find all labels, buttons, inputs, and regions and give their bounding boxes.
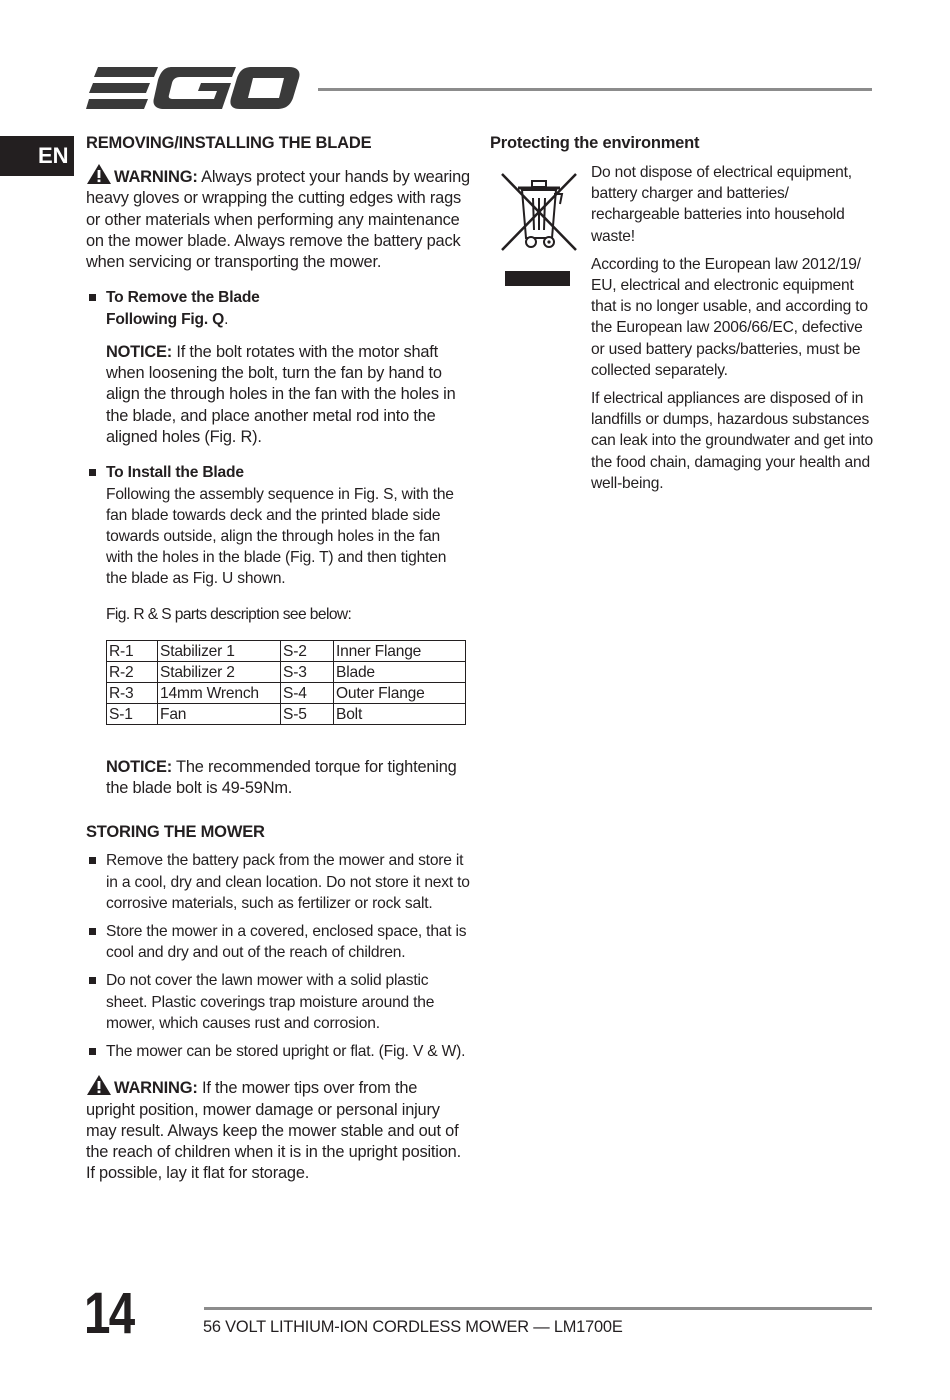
environment-paragraph: According to the European law 2012/19/ EU, electrical and electronic equipment that is no longer usable, and according to the European law 2006/66/EC, defective or used battery packs/batteries, must be collected separately. [591, 255, 868, 379]
bullet-square-icon [89, 1048, 96, 1055]
warning-triangle-icon [86, 1074, 112, 1096]
table-cell: Stabilizer 1 [158, 640, 281, 661]
notice-text: The recommended torque for tightening the blade bolt is 49-59Nm. [106, 757, 457, 798]
left-column [86, 132, 470, 1185]
bullet-square-icon [89, 469, 96, 476]
table-cell: R-2 [107, 661, 158, 682]
storage-warning [86, 1074, 470, 1184]
table-cell: S-3 [281, 661, 334, 682]
weee-solid-bar [505, 271, 570, 286]
table-cell: S-4 [281, 682, 334, 703]
footer-rule [204, 1307, 872, 1310]
environment-heading: Protecting the environment [490, 134, 700, 152]
parts-caption: Fig. R & S parts description see below: [106, 605, 352, 623]
table-cell: R-3 [107, 682, 158, 703]
remove-blade-subtitle: Following Fig. Q. [106, 310, 229, 328]
warning-text: Always protect your hands by wearing heavy gloves or wrapping the cutting edges with rags or other materials when performing any maintenance on the mower blade. Always remove the battery pack when servicing or transporting the mower. [86, 168, 470, 272]
table-cell: S-2 [281, 640, 334, 661]
removing-installing-heading: REMOVING/INSTALLING THE BLADE [86, 134, 372, 152]
notice-label: NOTICE: [106, 342, 172, 361]
table-cell: R-1 [107, 640, 158, 661]
header-rule [318, 88, 872, 91]
remove-blade-item [86, 287, 470, 329]
environment-paragraph: Do not dispose of electrical equipment, battery charger and batteries/ rechargeable batteries into household waste! [591, 164, 852, 245]
bullet-square-icon [89, 977, 96, 984]
parts-table [106, 640, 466, 725]
notice-text: If the bolt rotates with the motor shaft when loosening the bolt, turn the fan by hand to align the through holes in the fan with the holes in the blade, and place another metal rod into the aligned holes (Fig. R). [106, 342, 456, 447]
warning-label: WARNING: [114, 168, 198, 186]
table-cell: S-5 [281, 703, 334, 724]
table-cell: Inner Flange [334, 640, 466, 661]
right-column [490, 132, 880, 154]
environment-paragraph: If electrical appliances are disposed of in landfills or dumps, hazardous substances can leak into the groundwater and get into the food chain, damaging your health and well-being. [591, 390, 874, 492]
warning-text: If the mower tips over from the upright position, mower damage or personal injury may result. Always keep the mower stable and out of the reach of children when it is in the upright position. If possible, lay it flat for storage. [86, 1079, 461, 1183]
table-cell: S-1 [107, 703, 158, 724]
table-cell: 14mm Wrench [158, 682, 281, 703]
remove-blade-title: To Remove the Blade [106, 289, 260, 307]
table-row [107, 640, 466, 661]
list-item: The mower can be stored upright or flat. (Fig. V & W). [86, 1041, 470, 1062]
crossed-out-wheelie-bin-icon [498, 170, 580, 256]
table-row [107, 682, 466, 703]
storing-heading: STORING THE MOWER [86, 823, 265, 842]
ego-logo-graphic [86, 62, 300, 116]
table-cell: Blade [334, 661, 466, 682]
list-item: Remove the battery pack from the mower and store it in a cool, dry and clean location. Do not store it next to corrosive materials, such as fertilizer or rock salt. [86, 850, 470, 914]
environment-text [591, 162, 876, 494]
ego-logo [86, 62, 300, 116]
table-row [107, 661, 466, 682]
storing-list [86, 850, 470, 1062]
bullet-square-icon [89, 294, 96, 301]
table-cell: Bolt [334, 703, 466, 724]
footer-product-title: 56 VOLT LITHIUM-ION CORDLESS MOWER — LM1700E [203, 1318, 623, 1336]
table-cell: Stabilizer 2 [158, 661, 281, 682]
warning-label: WARNING: [114, 1079, 198, 1098]
warning-triangle-icon [86, 163, 112, 185]
page-number: 14 [84, 1281, 134, 1346]
language-tab: EN [0, 136, 74, 176]
weee-bin-graphic [498, 170, 580, 256]
list-item: Do not cover the lawn mower with a solid plastic sheet. Plastic coverings trap moisture around the mower, which causes rust and corrosion. [86, 970, 470, 1034]
list-item: Store the mower in a covered, enclosed space, that is cool and dry and out of the reach of children. [86, 921, 470, 963]
bullet-square-icon [89, 857, 96, 864]
blade-warning [86, 163, 470, 273]
bolt-notice [86, 342, 470, 448]
bullet-square-icon [89, 928, 96, 935]
torque-notice [86, 757, 470, 800]
install-blade-title: To Install the Blade [106, 464, 244, 482]
install-blade-item [86, 462, 470, 589]
table-row [107, 703, 466, 724]
notice-label: NOTICE: [106, 757, 172, 776]
table-cell: Fan [158, 703, 281, 724]
install-blade-text: Following the assembly sequence in Fig. S, with the fan blade towards deck and the printed blade side towards outside, align the through holes in the fan with the holes in the blade (Fig. T) and then tighten the blade as Fig. U shown. [106, 485, 454, 588]
table-cell: Outer Flange [334, 682, 466, 703]
